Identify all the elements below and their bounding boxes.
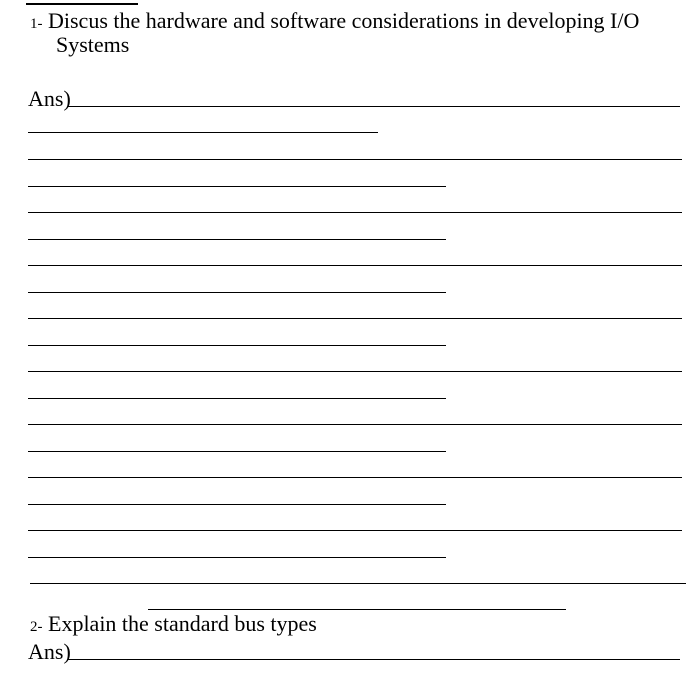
answer-line[interactable] — [28, 477, 682, 478]
answer-line[interactable] — [28, 557, 446, 558]
answer-1-label: Ans) — [28, 86, 71, 111]
answer-line[interactable] — [28, 265, 682, 266]
answer-line[interactable] — [68, 106, 680, 107]
question-2-number: 2- — [30, 619, 43, 635]
question-1-text-continued: Systems — [56, 32, 130, 57]
answer-line[interactable] — [28, 186, 446, 187]
answer-line[interactable] — [28, 239, 446, 240]
question-2-text: Explain the standard bus types — [48, 611, 317, 636]
answer-line[interactable] — [28, 345, 446, 346]
answer-line[interactable] — [28, 159, 682, 160]
cropped-heading — [26, 0, 138, 6]
answer-line[interactable] — [28, 504, 446, 505]
answer-line[interactable] — [28, 292, 446, 293]
answer-line[interactable] — [28, 212, 682, 213]
question-1-text: Discus the hardware and software considerations in developing I/O — [48, 8, 640, 33]
answer-line[interactable] — [28, 424, 682, 425]
answer-line[interactable] — [28, 318, 682, 319]
answer-line[interactable] — [28, 451, 446, 452]
answer-line[interactable] — [30, 583, 686, 584]
answer-line[interactable] — [28, 132, 378, 133]
answer-line[interactable] — [28, 530, 682, 531]
answer-line[interactable] — [148, 609, 566, 610]
answer-line[interactable] — [28, 371, 682, 372]
answer-line[interactable] — [68, 659, 680, 660]
question-2 — [30, 611, 317, 640]
answer-2-label: Ans) — [28, 639, 71, 664]
question-1-number: 1- — [30, 16, 43, 32]
answer-line[interactable] — [28, 398, 446, 399]
heading-underline — [26, 3, 138, 5]
